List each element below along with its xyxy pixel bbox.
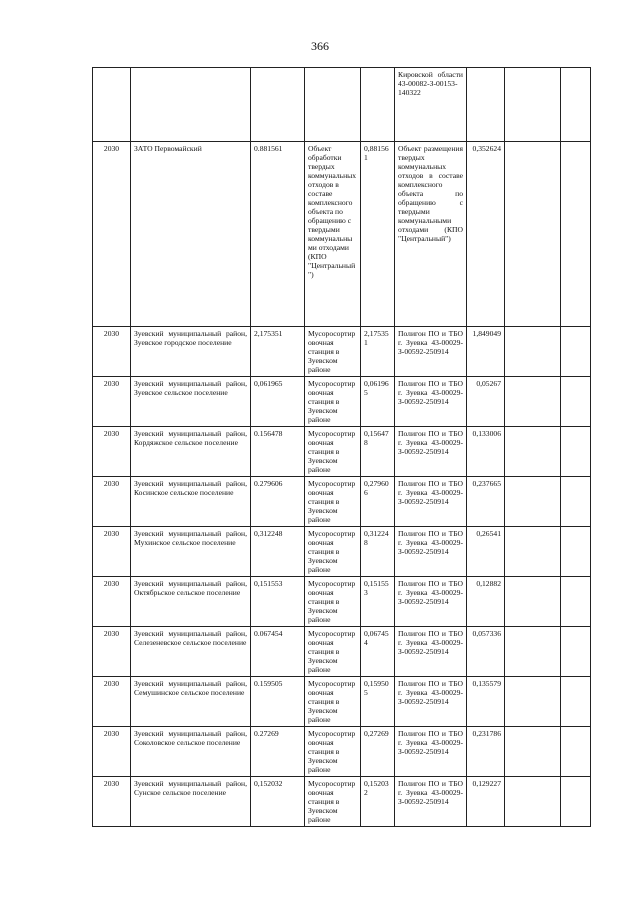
year-cell: 2030: [93, 377, 131, 427]
facility-cell: Мусоросортировочная станция в Зуевском районе: [305, 677, 361, 727]
year-cell: 2030: [93, 577, 131, 627]
year-cell: 2030: [93, 527, 131, 577]
year-cell: 2030: [93, 627, 131, 677]
empty-cell: [505, 577, 561, 627]
year-cell: 2030: [93, 777, 131, 827]
year-cell: 2030: [93, 427, 131, 477]
destination-amount-cell: [467, 68, 505, 142]
empty-cell: [561, 68, 591, 142]
facility-amount-cell: [361, 68, 395, 142]
destination-amount-cell: 0,057336: [467, 627, 505, 677]
amount-cell: 0,312248: [251, 527, 305, 577]
empty-cell: [561, 677, 591, 727]
year-cell: 2030: [93, 677, 131, 727]
table-row: [93, 477, 591, 527]
year-cell: 2030: [93, 142, 131, 327]
amount-cell: 0.279606: [251, 477, 305, 527]
facility-amount-cell: 0,159505: [361, 677, 395, 727]
empty-cell: [561, 142, 591, 327]
table-row: [93, 627, 591, 677]
empty-cell: [561, 327, 591, 377]
table-row: [93, 527, 591, 577]
facility-amount-cell: 2,175351: [361, 327, 395, 377]
table-row: [93, 377, 591, 427]
facility-cell: Мусоросортировочная станция в Зуевском районе: [305, 777, 361, 827]
empty-cell: [505, 527, 561, 577]
table-row: [93, 577, 591, 627]
destination-cell: Кировской области 43-00082-З-00153-140322: [395, 68, 467, 142]
facility-cell: Объект обработки твердых коммунальных отходов в составе комплексного объекта по обращению с твердыми коммунальными отходами (КПО "Центральный"): [305, 142, 361, 327]
year-cell: 2030: [93, 327, 131, 377]
table-row: [93, 727, 591, 777]
facility-amount-cell: 0,279606: [361, 477, 395, 527]
municipality-cell: Зуевский муниципальный район, Октябрьское сельское поселение: [131, 577, 251, 627]
destination-cell: Полигон ПО и ТБО г. Зуевка 43-00029-З-00592-250914: [395, 677, 467, 727]
destination-amount-cell: 0,12882: [467, 577, 505, 627]
facility-amount-cell: 0,27269: [361, 727, 395, 777]
facility-cell: Мусоросортировочная станция в Зуевском районе: [305, 577, 361, 627]
year-cell: [93, 68, 131, 142]
amount-cell: 0.156478: [251, 427, 305, 477]
page-number: 366: [311, 39, 329, 53]
facility-cell: [305, 68, 361, 142]
year-cell: 2030: [93, 477, 131, 527]
table-row: [93, 327, 591, 377]
table-row: [93, 677, 591, 727]
municipality-cell: Зуевский муниципальный район, Семушинское сельское поселение: [131, 677, 251, 727]
destination-cell: Полигон ПО и ТБО г. Зуевка 43-00029-З-00592-250914: [395, 727, 467, 777]
destination-amount-cell: 1,849049: [467, 327, 505, 377]
empty-cell: [505, 777, 561, 827]
facility-cell: Мусоросортировочная станция в Зуевском районе: [305, 627, 361, 677]
empty-cell: [505, 627, 561, 677]
destination-amount-cell: 0,237665: [467, 477, 505, 527]
facility-cell: Мусоросортировочная станция в Зуевском районе: [305, 327, 361, 377]
destination-amount-cell: 0,352624: [467, 142, 505, 327]
destination-cell: Полигон ПО и ТБО г. Зуевка 43-00029-З-00592-250914: [395, 777, 467, 827]
amount-cell: 0,061965: [251, 377, 305, 427]
waste-flow-table: [92, 67, 591, 827]
facility-amount-cell: 0,061965: [361, 377, 395, 427]
empty-cell: [505, 477, 561, 527]
municipality-cell: [131, 68, 251, 142]
empty-cell: [561, 627, 591, 677]
municipality-cell: Зуевский муниципальный район, Зуевское городское поселение: [131, 327, 251, 377]
facility-amount-cell: 0,152032: [361, 777, 395, 827]
table-body: [93, 68, 591, 827]
destination-amount-cell: 0,135579: [467, 677, 505, 727]
amount-cell: [251, 68, 305, 142]
destination-amount-cell: 0,129227: [467, 777, 505, 827]
municipality-cell: Зуевский муниципальный район, Зуевское сельское поселение: [131, 377, 251, 427]
empty-cell: [561, 727, 591, 777]
facility-amount-cell: 0,156478: [361, 427, 395, 477]
empty-cell: [505, 677, 561, 727]
facility-amount-cell: 0,067454: [361, 627, 395, 677]
amount-cell: 0.067454: [251, 627, 305, 677]
table-row: [93, 427, 591, 477]
facility-cell: Мусоросортировочная станция в Зуевском районе: [305, 477, 361, 527]
empty-cell: [561, 477, 591, 527]
municipality-cell: ЗАТО Первомайский: [131, 142, 251, 327]
municipality-cell: Зуевский муниципальный район, Косинское сельское поселение: [131, 477, 251, 527]
empty-cell: [505, 727, 561, 777]
destination-cell: Полигон ПО и ТБО г. Зуевка 43-00029-З-00592-250914: [395, 477, 467, 527]
destination-cell: Полигон ПО и ТБО г. Зуевка 43-00029-З-00592-250914: [395, 377, 467, 427]
municipality-cell: Зуевский муниципальный район, Сунское сельское поселение: [131, 777, 251, 827]
destination-cell: Полигон ПО и ТБО г. Зуевка 43-00029-З-00592-250914: [395, 627, 467, 677]
table-row: [93, 68, 591, 142]
facility-amount-cell: 0,312248: [361, 527, 395, 577]
destination-amount-cell: 0,231786: [467, 727, 505, 777]
empty-cell: [561, 577, 591, 627]
facility-cell: Мусоросортировочная станция в Зуевском районе: [305, 377, 361, 427]
empty-cell: [505, 68, 561, 142]
municipality-cell: Зуевский муниципальный район, Кордяжское сельское поселение: [131, 427, 251, 477]
municipality-cell: Зуевский муниципальный район, Селезеневское сельское поселение: [131, 627, 251, 677]
destination-amount-cell: 0,133006: [467, 427, 505, 477]
destination-cell: Полигон ПО и ТБО г. Зуевка 43-00029-З-00592-250914: [395, 577, 467, 627]
amount-cell: 0.159505: [251, 677, 305, 727]
destination-amount-cell: 0,05267: [467, 377, 505, 427]
empty-cell: [505, 327, 561, 377]
facility-cell: Мусоросортировочная станция в Зуевском районе: [305, 527, 361, 577]
facility-amount-cell: 0,151553: [361, 577, 395, 627]
destination-amount-cell: 0,26541: [467, 527, 505, 577]
municipality-cell: Зуевский муниципальный район, Мухинское сельское поселение: [131, 527, 251, 577]
amount-cell: 0,152032: [251, 777, 305, 827]
amount-cell: 0.27269: [251, 727, 305, 777]
amount-cell: 0,151553: [251, 577, 305, 627]
destination-cell: Объект размещения твердых коммунальных отходов в составе комплексного объекта по обращению с твердыми коммунальными отходами (КПО "Центральный"): [395, 142, 467, 327]
facility-cell: Мусоросортировочная станция в Зуевском районе: [305, 727, 361, 777]
amount-cell: 0.881561: [251, 142, 305, 327]
year-cell: 2030: [93, 727, 131, 777]
table-row: [93, 142, 591, 327]
amount-cell: 2,175351: [251, 327, 305, 377]
destination-cell: Полигон ПО и ТБО г. Зуевка 43-00029-З-00592-250914: [395, 527, 467, 577]
empty-cell: [505, 427, 561, 477]
empty-cell: [505, 377, 561, 427]
facility-amount-cell: 0,881561: [361, 142, 395, 327]
destination-cell: Полигон ПО и ТБО г. Зуевка 43-00029-З-00592-250914: [395, 427, 467, 477]
table-row: [93, 777, 591, 827]
destination-cell: Полигон ПО и ТБО г. Зуевка 43-00029-З-00592-250914: [395, 327, 467, 377]
empty-cell: [561, 427, 591, 477]
empty-cell: [561, 777, 591, 827]
empty-cell: [505, 142, 561, 327]
facility-cell: Мусоросортировочная станция в Зуевском районе: [305, 427, 361, 477]
empty-cell: [561, 377, 591, 427]
empty-cell: [561, 527, 591, 577]
municipality-cell: Зуевский муниципальный район, Соколовское сельское поселение: [131, 727, 251, 777]
